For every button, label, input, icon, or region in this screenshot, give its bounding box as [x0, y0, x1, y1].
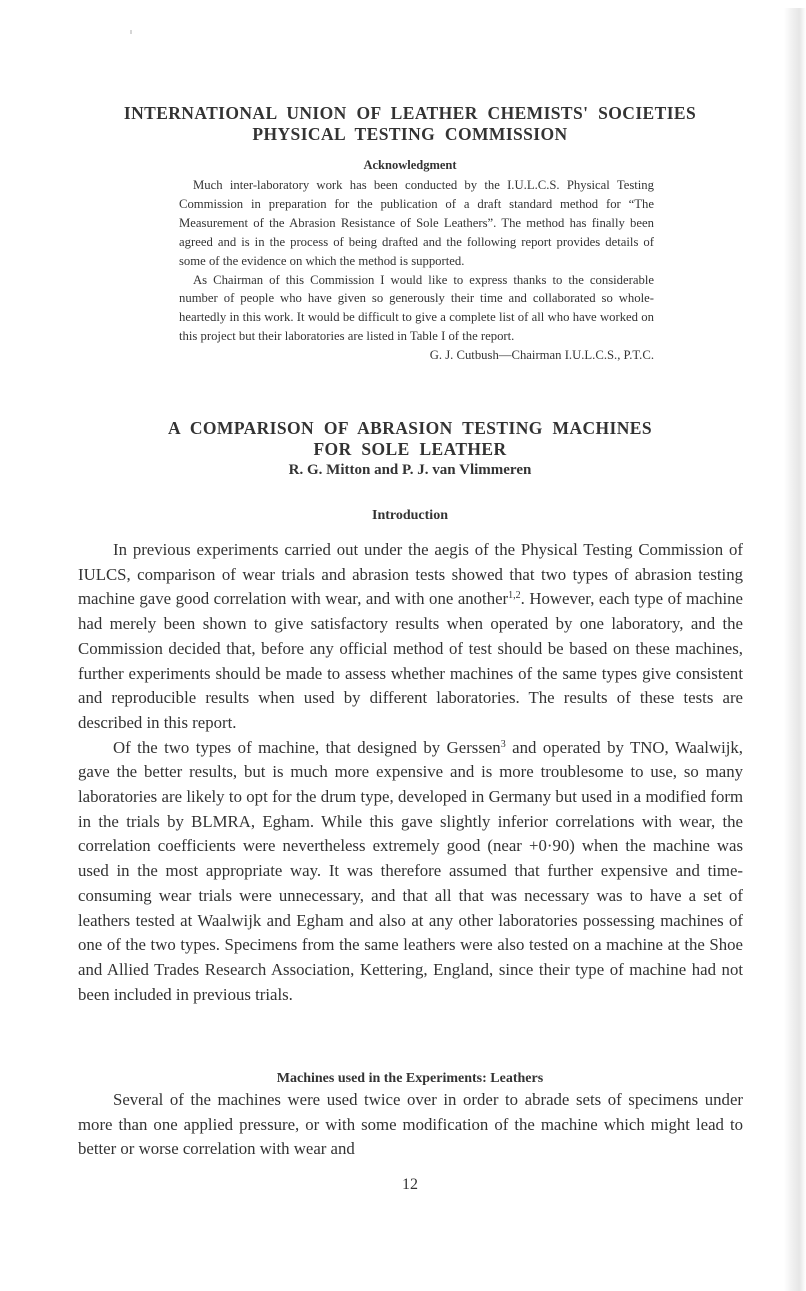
text-span: In previous experiments carried out under the aegis of the Physical Testing Commission of IULCS, comparison of wear trials and abrasion tests showed that two types of abrasion testing machine gave good correlation with wear, and with one another [78, 540, 743, 609]
page-number: 12 [402, 1176, 418, 1193]
article-title [80, 418, 740, 460]
article-title-line-2: FOR SOLE LEATHER [313, 439, 507, 459]
introduction-paragraph-1 [78, 538, 743, 736]
introduction-paragraph-2 [78, 736, 743, 1008]
acknowledgment-paragraph: As Chairman of this Commission I would like to express thanks to the considerable number of people who have given so generously their time and collaborated so whole-heartedly in this work. It would be difficult to give a complete list of all who have worked on this project but their laboratories are listed in Table I of the report. [179, 272, 654, 344]
text-span: and operated by TNO, Waalwijk, gave the better results, but is much more expensive and is more troublesome to use, so many laboratories are likely to opt for the drum type, developed in Germany but used in a modified form in the trials by BLMRA, Egham. While this gave slightly inferior correlations with wear, the correlation coefficients were nevertheless extremely good (near +0·90) when the machine was used in the most appropriate way. It was therefore assumed that further expensive and time-consuming wear trials were unnecessary, and that all that was necessary was to have a set of leathers tested at Waalwijk and Egham and also at any other laboratories possessing machines of one of the two types. Specimens from the same leathers were also tested on a machine at the Shoe and Allied Trades Research Association, Kettering, England, since their type of machine had not been included in previous trials. [78, 737, 743, 1004]
article-title-line-1: A COMPARISON OF ABRASION TESTING MACHINES [168, 418, 652, 438]
text-span: . However, each type of machine had merely been shown to give satisfactory results when operated by one laboratory, and the Commission decided that, before any official method of test should be based on these machines, further experiments should be made to assess whether machines of the same types give consistent and reproducible results when used by different laboratories. The results of these tests are described in this report. [78, 589, 743, 732]
text-span: Of the two types of machine, that designed by Gerssen [113, 737, 501, 757]
acknowledgment-title: Acknowledgment [363, 158, 457, 172]
footnote-reference: 1,2 [508, 590, 521, 602]
main-heading-line-1: INTERNATIONAL UNION OF LEATHER CHEMISTS' SOCIETIES [123, 103, 697, 123]
main-heading [80, 103, 740, 145]
article-authors: R. G. Mitton and P. J. van Vlimmeren [288, 462, 532, 478]
scan-speck [130, 30, 132, 34]
footnote-reference: 3 [500, 738, 506, 750]
machines-section-body [78, 1088, 743, 1162]
machines-section-heading: Machines used in the Experiments: Leathers [276, 1071, 544, 1086]
main-heading-line-2: PHYSICAL TESTING COMMISSION [252, 124, 568, 144]
introduction-body [78, 538, 743, 1007]
acknowledgment-signature: G. J. Cutbush—Chairman I.U.L.C.S., P.T.C. [429, 348, 654, 363]
acknowledgment-paragraph: Much inter-laboratory work has been conducted by the I.U.L.C.S. Physical Testing Commission in preparation for the publication of a draft standard method for “The Measurement of the Abrasion Resistance of Sole Leathers”. The method has finally been agreed and is in the process of being drafted and the following report provides details of some of the evidence on which the method is supported. [179, 178, 654, 268]
machines-paragraph-1: Several of the machines were used twice over in order to abrade sets of specimens under more than one applied pressure, or with some modification of the machine which might lead to better or worse correlation with wear and [78, 1090, 743, 1159]
acknowledgment-body [179, 176, 654, 365]
page-edge-shadow [784, 8, 806, 1291]
introduction-heading: Introduction [372, 508, 448, 523]
